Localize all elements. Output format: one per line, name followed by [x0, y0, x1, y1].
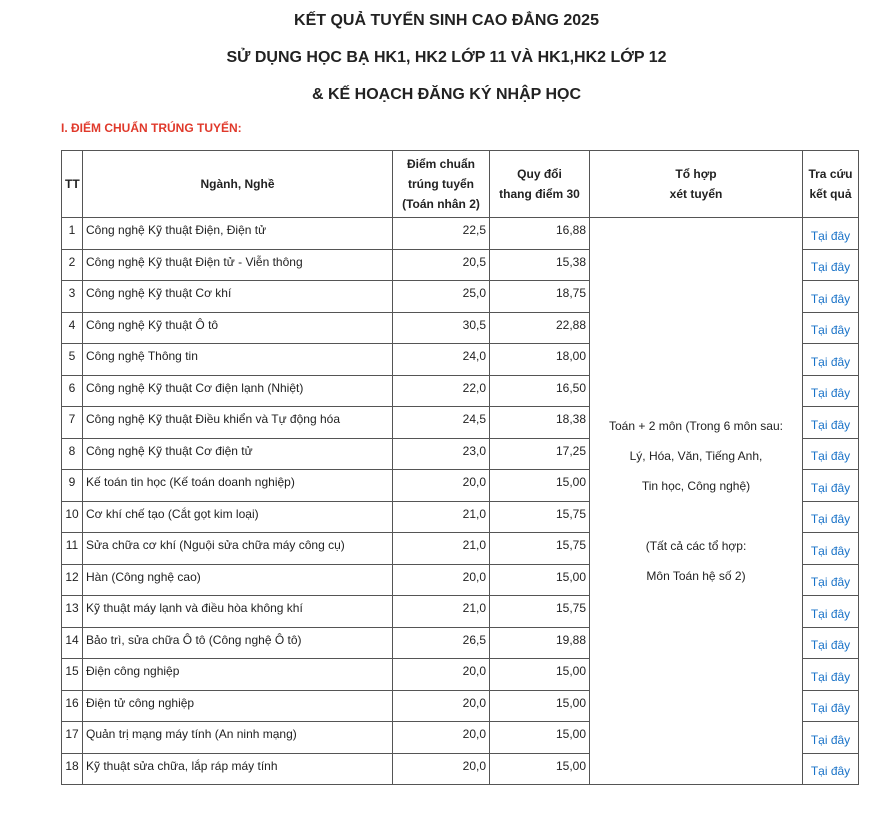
combination-text: (Tất cả các tổ hợp: [645, 539, 747, 553]
row-number: 10 [62, 501, 83, 533]
cutoff-score: 21,0 [393, 533, 490, 565]
row-number: 6 [62, 375, 83, 407]
row-number: 14 [62, 627, 83, 659]
combination-text: Lý, Hóa, Văn, Tiếng Anh, [629, 449, 763, 463]
major-name: Điện công nghiệp [83, 659, 393, 691]
row-number: 13 [62, 596, 83, 628]
lookup-cell [803, 312, 859, 344]
converted-score: 15,75 [490, 596, 590, 628]
section-title: I. ĐIỂM CHUẨN TRÚNG TUYỂN: [61, 121, 242, 135]
lookup-cell [803, 627, 859, 659]
cutoff-score: 21,0 [393, 501, 490, 533]
lookup-cell [803, 564, 859, 596]
row-number: 5 [62, 344, 83, 376]
lookup-cell [803, 722, 859, 754]
row-number: 4 [62, 312, 83, 344]
lookup-cell [803, 281, 859, 313]
lookup-result-link[interactable]: Tại đây [810, 543, 851, 558]
lookup-result-link[interactable]: Tại đây [810, 512, 851, 527]
row-number: 8 [62, 438, 83, 470]
major-name: Công nghệ Kỹ thuật Điện, Điện tử [83, 218, 393, 250]
lookup-cell [803, 501, 859, 533]
table-row [62, 218, 859, 250]
lookup-result-link[interactable]: Tại đây [810, 417, 851, 432]
cutoff-score: 22,5 [393, 218, 490, 250]
cutoff-score: 20,0 [393, 564, 490, 596]
header-major: Ngành, Nghề [83, 151, 393, 218]
lookup-result-link[interactable]: Tại đây [810, 386, 851, 401]
converted-score: 16,88 [490, 218, 590, 250]
major-name: Điện tử công nghiệp [83, 690, 393, 722]
cutoff-score: 21,0 [393, 596, 490, 628]
header-tt: TT [62, 151, 83, 218]
major-name: Quản trị mạng máy tính (An ninh mạng) [83, 722, 393, 754]
converted-score: 15,00 [490, 722, 590, 754]
converted-score: 15,00 [490, 753, 590, 785]
cutoff-score: 24,0 [393, 344, 490, 376]
lookup-cell [803, 344, 859, 376]
lookup-cell [803, 375, 859, 407]
lookup-cell [803, 690, 859, 722]
header-lookup: Tra cứu kết quả [803, 151, 859, 218]
lookup-result-link[interactable]: Tại đây [810, 291, 851, 306]
row-number: 9 [62, 470, 83, 502]
header-score: Điểm chuẩn trúng tuyển (Toán nhân 2) [393, 151, 490, 218]
converted-score: 18,38 [490, 407, 590, 439]
row-number: 7 [62, 407, 83, 439]
major-name: Kỹ thuật máy lạnh và điều hòa không khí [83, 596, 393, 628]
cutoff-score: 20,0 [393, 659, 490, 691]
lookup-result-link[interactable]: Tại đây [810, 449, 851, 464]
converted-score: 18,75 [490, 281, 590, 313]
cutoff-score: 22,0 [393, 375, 490, 407]
lookup-result-link[interactable]: Tại đây [810, 732, 851, 747]
lookup-cell [803, 659, 859, 691]
major-name: Hàn (Công nghệ cao) [83, 564, 393, 596]
row-number: 11 [62, 533, 83, 565]
major-name: Bảo trì, sửa chữa Ô tô (Công nghệ Ô tô) [83, 627, 393, 659]
lookup-result-link[interactable]: Tại đây [810, 606, 851, 621]
combination-text: Tin học, Công nghệ) [641, 479, 751, 493]
major-name: Sửa chữa cơ khí (Nguội sửa chữa máy công cụ) [83, 533, 393, 565]
lookup-result-link[interactable]: Tại đây [810, 323, 851, 338]
cutoff-score: 25,0 [393, 281, 490, 313]
lookup-cell [803, 533, 859, 565]
row-number: 2 [62, 249, 83, 281]
page-subtitle-2: & KẾ HOẠCH ĐĂNG KÝ NHẬP HỌC [311, 86, 582, 103]
row-number: 18 [62, 753, 83, 785]
combination-spacer [594, 501, 798, 531]
row-number: 12 [62, 564, 83, 596]
lookup-result-link[interactable]: Tại đây [810, 669, 851, 684]
lookup-result-link[interactable]: Tại đây [810, 260, 851, 275]
converted-score: 15,00 [490, 659, 590, 691]
cutoff-score: 23,0 [393, 438, 490, 470]
cutoff-score: 20,5 [393, 249, 490, 281]
lookup-cell [803, 438, 859, 470]
major-name: Công nghệ Kỹ thuật Điều khiển và Tự động hóa [83, 407, 393, 439]
page-title: KẾT QUẢ TUYỂN SINH CAO ĐẲNG 2025 [294, 12, 599, 29]
major-name: Công nghệ Thông tin [83, 344, 393, 376]
cutoff-score: 20,0 [393, 470, 490, 502]
major-name: Kế toán tin học (Kế toán doanh nghiệp) [83, 470, 393, 502]
row-number: 3 [62, 281, 83, 313]
row-number: 15 [62, 659, 83, 691]
major-name: Công nghệ Kỹ thuật Điện tử - Viễn thông [83, 249, 393, 281]
major-name: Cơ khí chế tạo (Cắt gọt kim loại) [83, 501, 393, 533]
header-combination: Tổ hợp xét tuyển [590, 151, 803, 218]
lookup-cell [803, 596, 859, 628]
major-name: Công nghệ Kỹ thuật Cơ điện tử [83, 438, 393, 470]
converted-score: 16,50 [490, 375, 590, 407]
converted-score: 15,38 [490, 249, 590, 281]
lookup-cell [803, 249, 859, 281]
major-name: Công nghệ Kỹ thuật Cơ điện lạnh (Nhiệt) [83, 375, 393, 407]
major-name: Công nghệ Kỹ thuật Ô tô [83, 312, 393, 344]
header-converted: Quy đổi thang điểm 30 [490, 151, 590, 218]
lookup-cell [803, 407, 859, 439]
cutoff-score: 20,0 [393, 722, 490, 754]
lookup-result-link[interactable]: Tại đây [810, 575, 851, 590]
lookup-cell [803, 470, 859, 502]
lookup-result-link[interactable]: Tại đây [810, 764, 851, 779]
cutoff-score: 24,5 [393, 407, 490, 439]
converted-score: 15,75 [490, 533, 590, 565]
page-subtitle: SỬ DỤNG HỌC BẠ HK1, HK2 LỚP 11 VÀ HK1,HK2 LỚP 12 [226, 49, 667, 66]
cutoff-score: 30,5 [393, 312, 490, 344]
lookup-result-link[interactable]: Tại đây [810, 354, 851, 369]
cutoff-score: 26,5 [393, 627, 490, 659]
cutoff-score: 20,0 [393, 753, 490, 785]
row-number: 1 [62, 218, 83, 250]
converted-score: 15,00 [490, 564, 590, 596]
lookup-cell [803, 218, 859, 250]
lookup-result-link[interactable]: Tại đây [810, 228, 851, 243]
converted-score: 15,00 [490, 690, 590, 722]
lookup-result-link[interactable]: Tại đây [810, 638, 851, 653]
converted-score: 19,88 [490, 627, 590, 659]
cutoff-score: 20,0 [393, 690, 490, 722]
row-number: 17 [62, 722, 83, 754]
converted-score: 15,00 [490, 470, 590, 502]
major-name: Kỹ thuật sửa chữa, lắp ráp máy tính [83, 753, 393, 785]
converted-score: 15,75 [490, 501, 590, 533]
lookup-result-link[interactable]: Tại đây [810, 480, 851, 495]
converted-score: 18,00 [490, 344, 590, 376]
lookup-cell [803, 753, 859, 785]
table-header-row [62, 151, 859, 218]
converted-score: 17,25 [490, 438, 590, 470]
lookup-result-link[interactable]: Tại đây [810, 701, 851, 716]
subject-combination [590, 218, 803, 785]
admission-score-table [61, 150, 859, 785]
major-name: Công nghệ Kỹ thuật Cơ khí [83, 281, 393, 313]
combination-text: Toán + 2 môn (Trong 6 môn sau: [609, 419, 783, 433]
converted-score: 22,88 [490, 312, 590, 344]
row-number: 16 [62, 690, 83, 722]
combination-text: Môn Toán hệ số 2) [646, 569, 746, 583]
